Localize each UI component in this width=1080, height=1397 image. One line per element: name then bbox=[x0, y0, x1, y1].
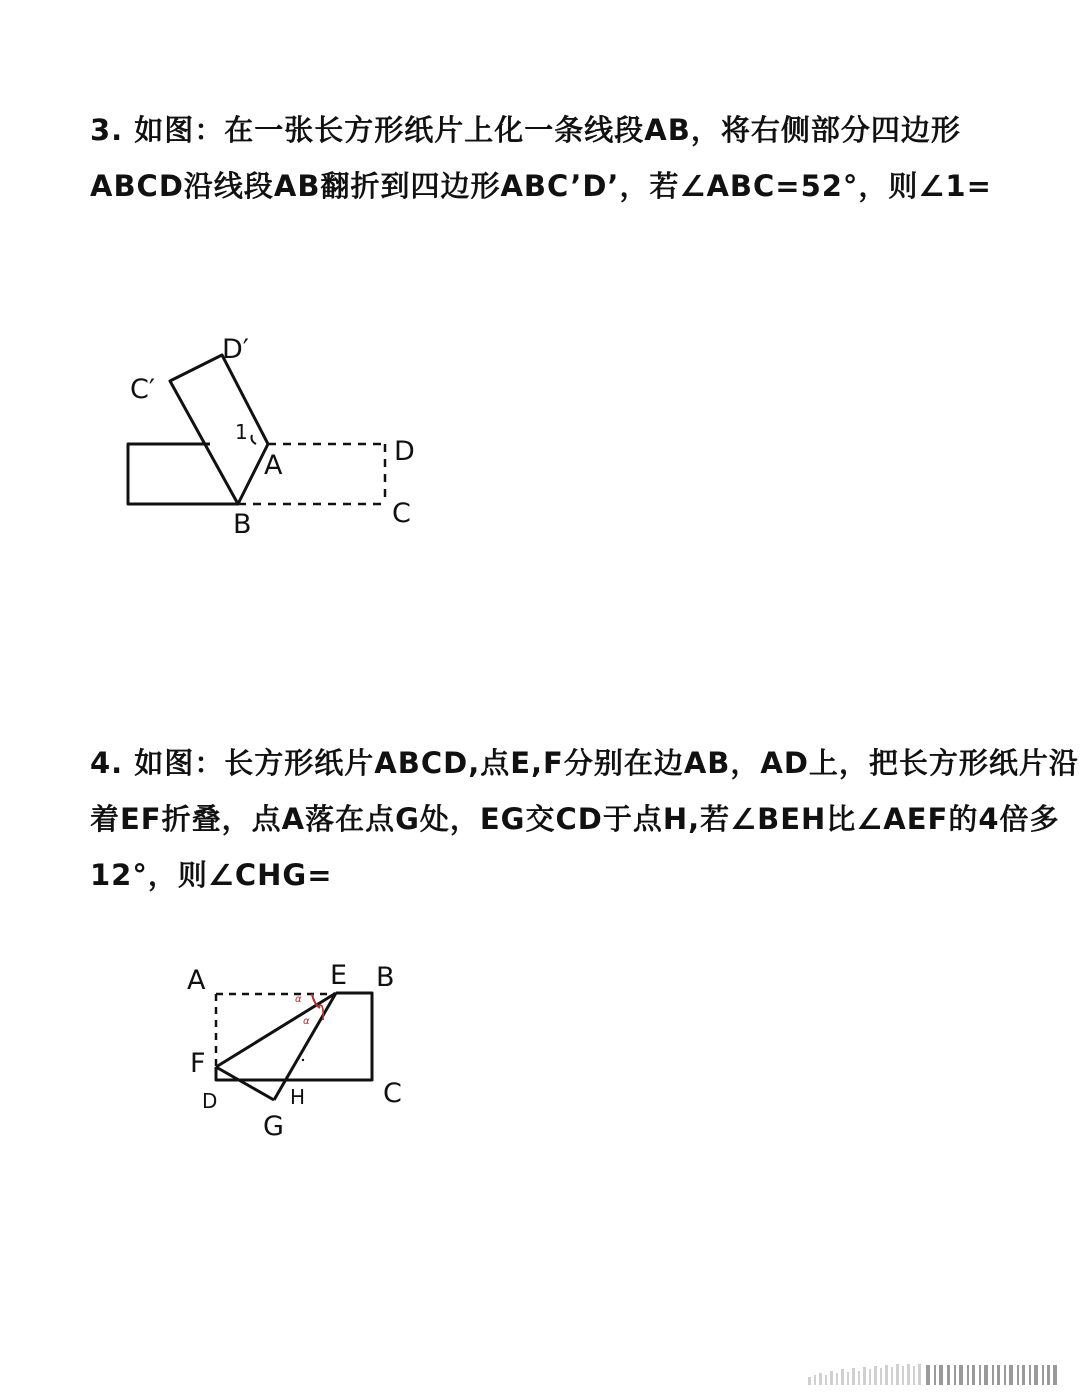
alpha-mark-1: α bbox=[295, 994, 302, 1005]
folded-edge-fg bbox=[216, 1067, 274, 1100]
label-d: D bbox=[394, 436, 415, 467]
problem-3-line-1: 3. 如图：在一张长方形纸片上化一条线段AB，将右侧部分四边形 bbox=[90, 113, 961, 147]
label-angle-1: 1 bbox=[235, 420, 248, 444]
problem-4-line-2: 着EF折叠，点A落在点G处，EG交CD于点H,若∠BEH比∠AEF的4倍多 bbox=[90, 802, 1060, 836]
problem-3-text bbox=[90, 102, 1040, 214]
label-f: F bbox=[190, 1048, 206, 1079]
folded-edge-eg bbox=[274, 993, 336, 1100]
label-b: B bbox=[233, 509, 252, 540]
label-c: C bbox=[392, 498, 411, 529]
label-b: B bbox=[376, 962, 395, 993]
label-c: C bbox=[383, 1078, 402, 1109]
alpha-mark-2: α bbox=[303, 1016, 310, 1027]
problem-4-line-3: 12°，则∠CHG= bbox=[90, 858, 333, 892]
problem-3-figure bbox=[0, 300, 500, 560]
problem-4-line-1: 4. 如图：长方形纸片ABCD,点E,F分别在边AB，AD上，把长方形纸片沿 bbox=[90, 746, 1079, 780]
label-e: E bbox=[330, 960, 348, 991]
problem-4-figure bbox=[0, 950, 500, 1150]
problem-3-line-2: ABCD沿线段AB翻折到四边形ABC’D’，若∠ABC=52°，则∠1= bbox=[90, 169, 992, 203]
label-c-prime: C′ bbox=[130, 374, 155, 405]
problem-4-text bbox=[90, 735, 1079, 903]
label-a: A bbox=[264, 450, 283, 481]
label-a: A bbox=[187, 965, 206, 996]
angle-1-arc bbox=[252, 435, 257, 444]
folded-quadrilateral bbox=[170, 355, 268, 504]
label-g: G bbox=[263, 1111, 284, 1142]
label-d: D bbox=[202, 1089, 218, 1113]
label-d-prime: D′ bbox=[222, 334, 249, 365]
small-dot bbox=[302, 1059, 304, 1061]
fold-line-ef bbox=[216, 993, 336, 1067]
label-h: H bbox=[290, 1085, 306, 1109]
barcode-watermark-icon bbox=[808, 1363, 1058, 1385]
